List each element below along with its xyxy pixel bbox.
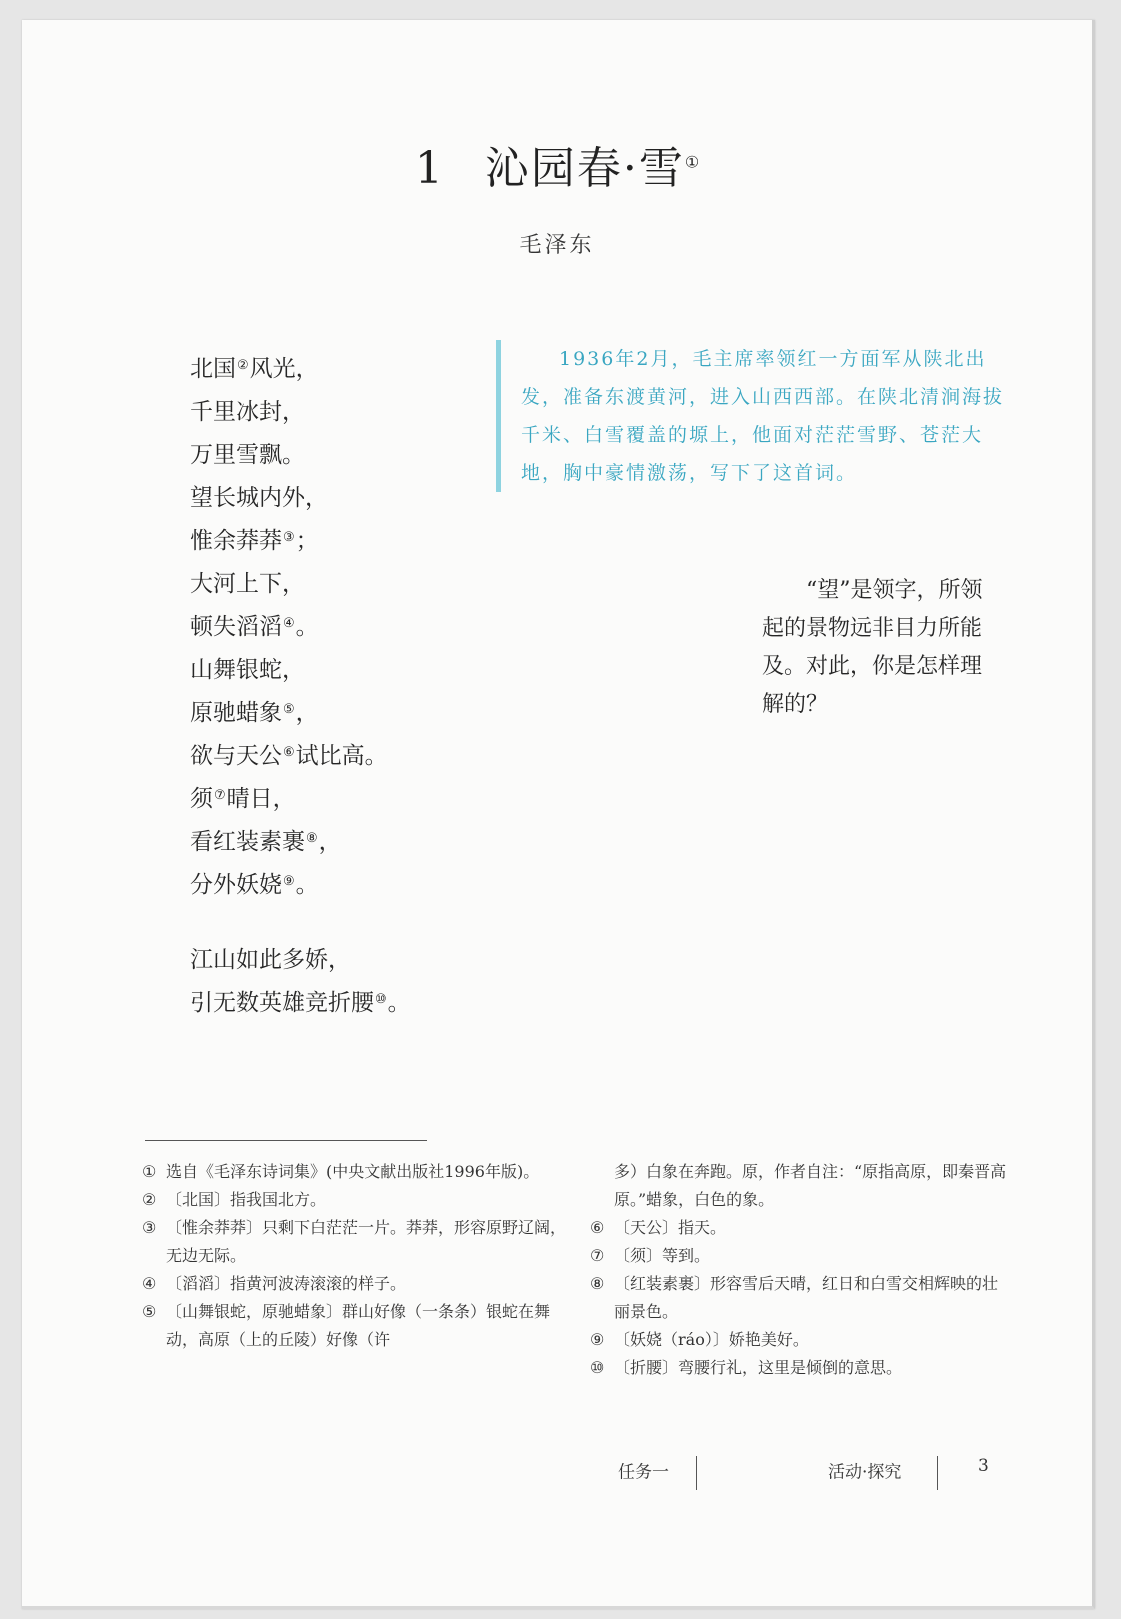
poem-line: 千里冰封， (190, 399, 305, 425)
reading-prompt: “望”是领字，所领起的景物远非目力所能及。对此，你是怎样理解的？ (762, 578, 983, 717)
poem-line: 望长城内外， (190, 485, 328, 511)
footnote-item: ⑥ 〔天公〕指天。 (590, 1218, 727, 1237)
footnote-mark: ⑨ (283, 874, 295, 889)
poem-line: 顿失滔滔④。 (190, 614, 319, 640)
background-intro: 1936年2月，毛主席率领红一方面军从陕北出发，准备东渡黄河，进入山西西部。在陕北清涧海拔千米、白雪覆盖的塬上，他面对茫茫雪野、苍茫大地，胸中豪情激荡，写下了这首词。 (496, 340, 1021, 492)
footnote-mark: ⑩ (375, 992, 387, 1007)
footnote-item: ⑤ 〔山舞银蛇，原驰蜡象〕群山好像（一条条）银蛇在舞动，高原（上的丘陵）好像（许 (142, 1302, 551, 1349)
poem-line: 万里雪飘。 (190, 442, 305, 468)
footnote-mark: ④ (283, 616, 295, 631)
footnote-mark: ③ (283, 530, 295, 545)
author-name: 毛泽东 (519, 233, 595, 258)
poem-line: 分外妖娆⑨。 (190, 872, 319, 898)
poem-line: 看红装素裹⑧， (190, 829, 342, 855)
footnote-item: ⑧ 〔红装素裹〕形容雪后天晴，红日和白雪交相辉映的壮丽景色。 (590, 1274, 999, 1321)
poem-line: 欲与天公⑥试比高。 (190, 743, 388, 769)
footer-section-label: 活动·探究 (828, 1462, 902, 1483)
footnote-mark: ⑧ (306, 831, 318, 846)
poem-line: 山舞银蛇， (190, 657, 305, 683)
footnote-item: ① 选自《毛泽东诗词集》(中央文献出版社1996年版)。 (142, 1162, 540, 1181)
footnote-continuation: 多）白象在奔跑。原，作者自注：“原指高原，即秦晋高原。”蜡象，白色的象。 (614, 1162, 1007, 1209)
footnotes-right (590, 1158, 1010, 1382)
poem-line: 大河上下， (190, 571, 305, 597)
footnote-item: ② 〔北国〕指我国北方。 (142, 1190, 327, 1209)
footnote-mark: ② (237, 358, 249, 373)
poem-line: 引无数英雄竞折腰⑩。 (190, 990, 411, 1016)
page-number: 3 (978, 1456, 989, 1476)
footnote-item: ⑦ 〔须〕等到。 (590, 1246, 711, 1265)
footnotes-left (142, 1158, 572, 1354)
textbook-page (22, 20, 1095, 1609)
poem-stanza-2 (190, 937, 411, 1023)
poem-line: 江山如此多娇， (190, 947, 351, 973)
footnote-mark: ⑥ (283, 745, 295, 760)
footnote-item: ⑩ 〔折腰〕弯腰行礼，这里是倾倒的意思。 (590, 1358, 903, 1377)
footnote-item: ④ 〔滔滔〕指黄河波涛滚滚的样子。 (142, 1274, 407, 1293)
footer-task (618, 1456, 697, 1490)
poem-line: 须⑦晴日， (190, 786, 296, 812)
poem-line: 原驰蜡象⑤， (190, 700, 319, 726)
title-footnote-mark: ① (684, 152, 700, 172)
footnote-mark: ⑤ (283, 702, 295, 717)
lesson-title (22, 132, 1092, 196)
footnote-item: ⑨ 〔妖娆（ráo）〕娇艳美好。 (590, 1330, 809, 1349)
footnote-mark: ⑦ (214, 788, 226, 803)
footnote-divider (145, 1140, 427, 1141)
lesson-title-text: 沁园春·雪 (484, 143, 685, 194)
footnote-item: ③ 〔惟余莽莽〕只剩下白茫茫一片。莽莽，形容原野辽阔，无边无际。 (142, 1218, 567, 1265)
footer-task-label: 任务一 (618, 1462, 669, 1483)
poem-body (190, 346, 411, 1023)
poem-line: 北国②风光， (190, 356, 319, 382)
lesson-number: 1 (414, 143, 445, 194)
footer-section (828, 1456, 938, 1490)
poem-stanza-1 (190, 346, 411, 905)
poem-line: 惟余莽莽③； (190, 528, 319, 554)
